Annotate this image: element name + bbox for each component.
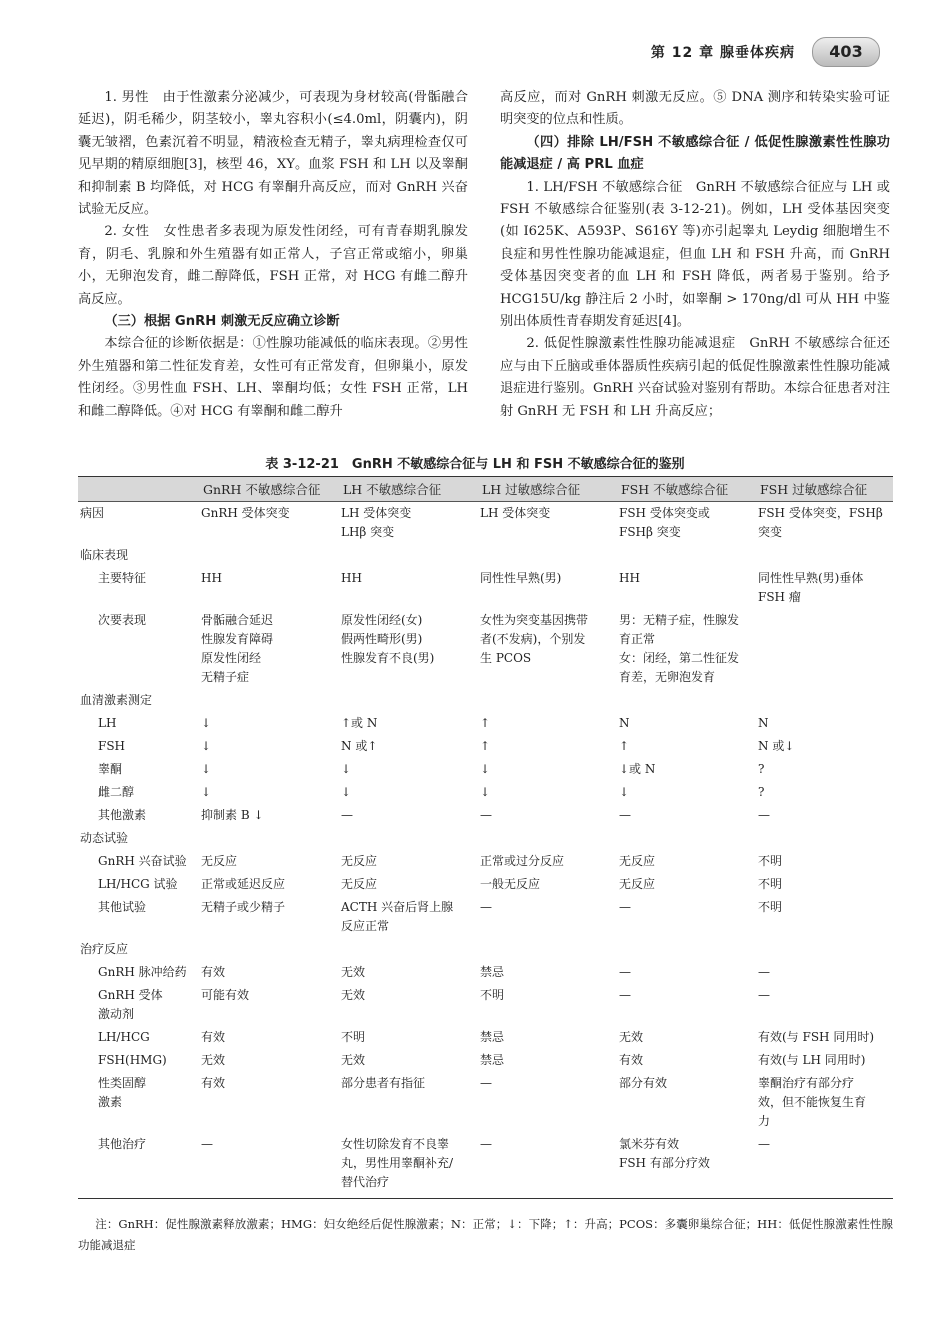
row-label: LH/HCG 试验 xyxy=(98,877,178,891)
table-cell xyxy=(201,938,341,961)
table-cell: 一般无反应 xyxy=(480,877,541,891)
table-cell: ↓ xyxy=(480,762,491,776)
table-cell: N xyxy=(619,716,630,730)
table-cell: 禁忌 xyxy=(480,1053,505,1067)
table-cell: 部分患者有指征 xyxy=(341,1076,426,1090)
table-cell: — xyxy=(758,965,770,979)
column-header: GnRH 不敏感综合征 xyxy=(201,477,341,502)
table-cell xyxy=(619,938,758,961)
row-label: 睾酮 xyxy=(98,762,123,776)
column-header: LH 不敏感综合征 xyxy=(341,477,480,502)
table-cell: 正常或过分反应 xyxy=(480,854,565,868)
table-cell: ↓ xyxy=(201,739,212,753)
table-cell: 无效 xyxy=(341,965,366,979)
table-cell: 无反应 xyxy=(201,854,238,868)
table-cell xyxy=(758,689,893,712)
table-title: 表 3-12-21 GnRH 不敏感综合征与 LH 和 FSH 不敏感综合征的鉴别 xyxy=(265,457,685,472)
table-cell: LH 受体突变 xyxy=(480,506,551,520)
table-cell: N 或↓ xyxy=(758,739,795,753)
table-cell xyxy=(758,938,893,961)
table-row xyxy=(78,712,893,735)
table-cell xyxy=(341,544,480,567)
table-cell: 无效 xyxy=(341,988,366,1002)
table-row xyxy=(78,1049,893,1072)
page-number-badge: 403 xyxy=(812,37,880,67)
column-header xyxy=(78,477,201,502)
left-text-column xyxy=(78,87,468,423)
table-row xyxy=(78,961,893,984)
row-label: FSH(HMG) xyxy=(98,1053,167,1067)
row-label: 动态试验 xyxy=(80,831,129,845)
table-cell: ↑ xyxy=(480,716,491,730)
table-cell: — xyxy=(619,988,631,1002)
table-cell: — xyxy=(758,808,770,822)
table-cell: ? xyxy=(758,762,765,776)
table-cell xyxy=(480,827,619,850)
table-cell: 可能有效 xyxy=(201,988,250,1002)
table-row xyxy=(78,567,893,609)
row-label: GnRH 受体 激动剂 xyxy=(98,988,163,1021)
table-cell: — xyxy=(480,1076,492,1090)
table-cell: N xyxy=(758,716,769,730)
table-cell: 无反应 xyxy=(619,877,656,891)
table-row xyxy=(78,758,893,781)
table-row xyxy=(78,735,893,758)
table-cell: 女性切除发育不良睾 丸，男性用睾酮补充/ 替代治疗 xyxy=(341,1133,480,1199)
section-heading: （四）排除 LH/FSH 不敏感综合征 / 低促性腺激素性性腺功能减退症 / 高 PRL 血症 xyxy=(500,134,890,173)
table-cell: 抑制素 B ↓ xyxy=(201,808,264,822)
row-label: 病因 xyxy=(80,506,105,520)
table-cell xyxy=(341,689,480,712)
table-cell: 同性性早熟(男)垂体 FSH 瘤 xyxy=(758,571,864,604)
table-cell: FSH 受体突变，FSHβ 突变 xyxy=(758,506,883,539)
table-cell: ↑或 N xyxy=(341,716,378,730)
table-cell: 有效 xyxy=(201,1076,226,1090)
row-label: 其他治疗 xyxy=(78,1133,201,1199)
table-row xyxy=(78,1133,893,1199)
paragraph: 高反应，而对 GnRH 刺激无反应。⑤ DNA 测序和转染实验可证明突变的位点和性质。 xyxy=(500,90,890,128)
table-cell: 禁忌 xyxy=(480,1030,505,1044)
table-row xyxy=(78,984,893,1026)
table-cell: HH xyxy=(341,571,362,585)
table-cell: — xyxy=(619,965,631,979)
table-cell: 部分有效 xyxy=(619,1076,668,1090)
row-label: 血清激素测定 xyxy=(80,693,153,707)
table-row xyxy=(78,502,893,545)
table-row xyxy=(78,689,893,712)
table-cell: — xyxy=(619,900,631,914)
table-row xyxy=(78,1026,893,1049)
paragraph: 2. 女性 女性患者多表现为原发性闭经，可有青春期乳腺发育，阴毛、乳腺和外生殖器有如正常人，子宫正常或缩小，卵巢小，无卵泡发育，雌二醇降低，FSH 正常，对 HCG 有雌二醇升高反应。 xyxy=(78,224,468,307)
paragraph: 1. LH/FSH 不敏感综合征 GnRH 不敏感综合征应与 LH 或 FSH 不敏感综合征鉴别(表 3-12-21)。例如，LH 受体基因突变(如 I625K、A593P、S616Y 等)亦引起睾丸 Leydig 细胞增生不良症和男性性腺功能减退症，但血 LH 和 FSH 升高，而 GnRH 受体基因突变者的血 LH 和 FSH 降低，两者易于鉴别。给予 HCG15U/kg 静注后 2 小时，如睾酮 > 170ng/dl 可从 HH 中鉴别出体质性青春期发育延迟[4]。 xyxy=(500,179,890,330)
table-cell: 无效 xyxy=(341,1053,366,1067)
table-cell: LH 受体突变 LHβ 突变 xyxy=(341,506,412,539)
table-cell: 有效(与 FSH 同用时) xyxy=(758,1030,875,1044)
table-cell: HH xyxy=(201,571,222,585)
table-row xyxy=(78,827,893,850)
paragraph: 2. 低促性腺激素性性腺功能减退症 GnRH 不敏感综合征还应与由下丘脑或垂体器质性疾病引起的低促性腺激素性性腺功能减退症进行鉴别。GnRH 兴奋试验对鉴别有帮助。本综合征患者对注射 GnRH 无 FSH 和 LH 升高反应； xyxy=(500,336,890,419)
table-cell: 骨骺融合延迟 性腺发育障碍 原发性闭经 无精子症 xyxy=(201,613,274,684)
table-row xyxy=(78,896,893,938)
table-cell xyxy=(480,689,619,712)
table-cell: — xyxy=(758,1133,893,1199)
table-note: 注：GnRH：促性腺激素释放激素；HMG：妇女绝经后促性腺激素；N：正常；↓：下降；↑：升高；PCOS：多囊卵巢综合征；HH：低促性腺激素性性腺功能减退症 xyxy=(78,1217,893,1252)
paragraph: 1. 男性 由于性激素分泌减少，可表现为身材较高(骨骺融合延迟)，阴毛稀少，阴茎较小，睾丸容积小(≤4.0ml，阴囊内)，阴囊无皱褶，色素沉着不明显，精液检查无精子，睾丸病理检查仅可见早期的精原细胞[3]，核型 46，XY。血浆 FSH 和 LH 以及睾酮和抑制素 B 均降低，对 HCG 有睾酮升高反应，而对 GnRH 兴奋试验无反应。 xyxy=(78,90,468,218)
table-header-row xyxy=(78,477,893,502)
table-cell: 无效 xyxy=(201,1053,226,1067)
table-cell: 原发性闭经(女) 假两性畸形(男) 性腺发育不良(男) xyxy=(341,613,435,665)
table-cell xyxy=(758,609,893,689)
table-cell xyxy=(480,938,619,961)
table-cell xyxy=(341,827,480,850)
table-body xyxy=(78,502,893,1199)
table-cell: ↓ xyxy=(341,785,352,799)
row-label: GnRH 脉冲给药 xyxy=(98,965,187,979)
table-cell: 有效 xyxy=(201,1030,226,1044)
table-cell: ↓ xyxy=(201,716,212,730)
right-text-column xyxy=(500,87,890,423)
table-cell: ↓ xyxy=(201,762,212,776)
table-cell xyxy=(201,689,341,712)
table-cell: ↓或 N xyxy=(619,762,656,776)
table-cell: ACTH 兴奋后肾上腺 反应正常 xyxy=(341,900,454,933)
table-cell xyxy=(480,544,619,567)
table-cell: 无反应 xyxy=(619,854,656,868)
row-label: LH xyxy=(98,716,117,730)
table-row xyxy=(78,609,893,689)
table-cell: ↓ xyxy=(341,762,352,776)
table-cell: — xyxy=(480,900,492,914)
table-row xyxy=(78,544,893,567)
table-cell xyxy=(758,827,893,850)
table-cell: — xyxy=(758,988,770,1002)
paragraph: 本综合征的诊断依据是：①性腺功能减低的临床表现。②男性外生殖器和第二性征发育差，女性可有正常发育，但卵巢小，原发性闭经。③男性血 FSH、LH、睾酮均低；女性 FSH 正常，LH 和雌二醇降低。④对 HCG 有睾酮和雌二醇升 xyxy=(78,336,468,419)
row-label: 次要表现 xyxy=(98,613,147,627)
table-cell xyxy=(619,827,758,850)
row-label: 临床表现 xyxy=(80,548,129,562)
comparison-table xyxy=(78,476,893,1199)
table-cell xyxy=(619,544,758,567)
row-label: 主要特征 xyxy=(98,571,147,585)
row-label: FSH xyxy=(98,739,126,753)
table-cell: ↓ xyxy=(619,785,630,799)
table-cell: — xyxy=(341,808,353,822)
table-cell: 不明 xyxy=(341,1030,366,1044)
table-cell: — xyxy=(201,1133,341,1199)
table-cell: 睾酮治疗有部分疗 效，但不能恢复生育 力 xyxy=(758,1076,867,1128)
column-header: LH 过敏感综合征 xyxy=(480,477,619,502)
row-label: 性类固醇 激素 xyxy=(98,1076,147,1109)
table-row xyxy=(78,781,893,804)
table-cell: N 或↑ xyxy=(341,739,378,753)
table-cell: 禁忌 xyxy=(480,965,505,979)
table-cell: 同性性早熟(男) xyxy=(480,571,562,585)
table-cell: 有效 xyxy=(619,1053,644,1067)
table-cell: 有效 xyxy=(201,965,226,979)
table-row xyxy=(78,938,893,961)
table-cell: 无反应 xyxy=(341,877,378,891)
column-header: FSH 不敏感综合征 xyxy=(619,477,758,502)
table-cell: 无效 xyxy=(619,1030,644,1044)
table-cell: 正常或延迟反应 xyxy=(201,877,286,891)
row-label: GnRH 兴奋试验 xyxy=(98,854,187,868)
table-cell: 有效(与 LH 同用时) xyxy=(758,1053,866,1067)
row-label: LH/HCG xyxy=(98,1030,150,1044)
section-heading: （三）根据 GnRH 刺激无反应确立诊断 xyxy=(104,314,340,330)
table-cell: ↑ xyxy=(480,739,491,753)
table-cell: — xyxy=(480,808,492,822)
table-cell: ↓ xyxy=(480,785,491,799)
row-label: 其他激素 xyxy=(98,808,147,822)
table-cell: — xyxy=(619,808,631,822)
table-cell: ↑ xyxy=(619,739,630,753)
row-label: 治疗反应 xyxy=(80,942,129,956)
table-cell xyxy=(341,938,480,961)
table-cell xyxy=(201,827,341,850)
table-row xyxy=(78,1072,893,1133)
table-cell: FSH 受体突变或 FSHβ 突变 xyxy=(619,506,710,539)
table-cell: 氯米芬有效 FSH 有部分疗效 xyxy=(619,1133,758,1199)
table-cell: HH xyxy=(619,571,640,585)
table-cell: 不明 xyxy=(758,877,783,891)
table-row xyxy=(78,850,893,873)
table-cell: 无反应 xyxy=(341,854,378,868)
row-label: 雌二醇 xyxy=(98,785,135,799)
table-cell: 女性为突变基因携带 者(不发病)，个别发 生 PCOS xyxy=(480,613,589,665)
table-cell xyxy=(201,544,341,567)
table-cell: 不明 xyxy=(480,988,505,1002)
row-label: 其他试验 xyxy=(98,900,147,914)
table-cell: ? xyxy=(758,785,765,799)
table-cell: 不明 xyxy=(758,900,783,914)
table-cell xyxy=(758,544,893,567)
column-header: FSH 过敏感综合征 xyxy=(758,477,893,502)
table-cell: ↓ xyxy=(201,785,212,799)
table-row xyxy=(78,873,893,896)
table-cell: 不明 xyxy=(758,854,783,868)
table-cell: 男：无精子症，性腺发 育正常 女：闭经，第二性征发 育差，无卵泡发育 xyxy=(619,613,740,684)
table-cell: 无精子或少精子 xyxy=(201,900,286,914)
table-cell: — xyxy=(480,1133,619,1199)
table-cell: GnRH 受体突变 xyxy=(201,506,290,520)
table-cell xyxy=(619,689,758,712)
table-row xyxy=(78,804,893,827)
chapter-header: 第 12 章 腺垂体疾病 xyxy=(650,45,795,61)
